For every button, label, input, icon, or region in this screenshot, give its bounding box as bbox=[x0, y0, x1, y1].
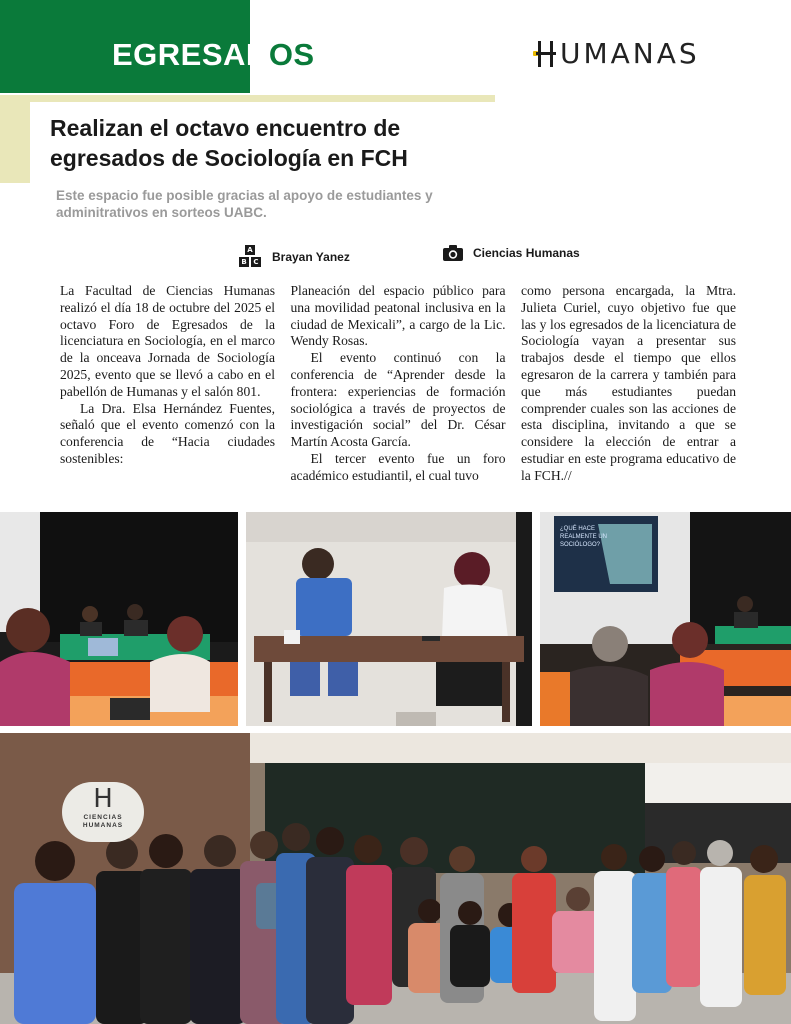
article-column-2 bbox=[291, 283, 506, 485]
photo-credit bbox=[443, 245, 580, 261]
author-credit bbox=[238, 245, 350, 269]
photo-panel-audience bbox=[0, 512, 238, 726]
author-name: Brayan Yanez bbox=[272, 250, 350, 264]
headline-frame bbox=[0, 95, 495, 183]
paragraph: La Facultad de Ciencias Humanas realizó el día 18 de octubre del 2025 el octavo Foro de Egresados de la licenciatura en Sociología, en el marco de la onceava Jornada de Sociología 2025, evento que se llevó a cabo en el pabellón de Humanas y el salón 801. bbox=[60, 283, 275, 399]
article-headline bbox=[50, 113, 408, 173]
section-title-tail: OS bbox=[268, 37, 315, 72]
paragraph: El tercer evento fue un foro académico estudiantil, el cual tuvo bbox=[290, 450, 506, 483]
screen-text-line-1: ¿QUÉ HACE bbox=[560, 526, 596, 532]
paragraph: El evento continuó con la conferencia de “Aprender desde la frontera: experiencias de formación sociológica a través de proyectos de investigación social” del Dr. César Martín Acosta García. bbox=[290, 350, 506, 450]
headline-box bbox=[30, 102, 495, 183]
ciencias-humanas-sign bbox=[62, 782, 144, 842]
screen-text-line-2: REALMENTE UN bbox=[560, 534, 608, 540]
article-subtitle: Este espacio fue posible gracias al apoyo de estudiantes y adminitrativos en sorteos UABC. bbox=[56, 188, 433, 220]
article-body bbox=[60, 283, 736, 485]
section-title bbox=[112, 38, 315, 72]
headline-line-2: egresados de Sociología en FCH bbox=[50, 145, 408, 171]
humanas-logo-text: UMANAS bbox=[560, 37, 700, 70]
photo-speakers-table bbox=[246, 512, 532, 726]
article-column-1 bbox=[60, 283, 275, 485]
photo-presentation-room bbox=[540, 512, 791, 726]
sign-logo-mark: H bbox=[93, 784, 113, 814]
screen-text-line-3: SOCIÓLOGO? bbox=[560, 542, 601, 548]
camera-icon bbox=[443, 245, 463, 261]
photo-credit-name: Ciencias Humanas bbox=[473, 246, 580, 260]
paragraph: Planeación del espacio público para una movilidad peatonal inclusiva en la ciudad de Mexicali”, a cargo de la Lic. Wendy Rosas. bbox=[290, 283, 506, 349]
paragraph: La Dra. Elsa Hernández Fuentes, señaló que el evento comenzó con la conferencia de “Hacia ciudades sostenibles: bbox=[60, 400, 275, 466]
headline-line-1: Realizan el octavo encuentro de bbox=[50, 115, 401, 141]
humanas-logo-mark bbox=[536, 41, 556, 67]
humanas-logo bbox=[536, 37, 700, 70]
abc-blocks-icon: A B C bbox=[238, 245, 262, 269]
section-title-head: EGRESAD bbox=[112, 37, 269, 72]
photo-group bbox=[0, 733, 791, 1024]
paragraph: como persona encargada, la Mtra. Julieta Curiel, cuyo objetivo fue que las y los egresados de la licenciatura de Sociología vayan a presentar sus trabajos desde el tiempo que ellos egresaron de la carrera y también para que más estudiantes puedan comprender cuales son las acciones de esta disciplina, invitando a que se considere la elección de entrar a estudiar en este programa educativo de la FCH.// bbox=[521, 283, 736, 483]
article-column-3 bbox=[521, 283, 736, 485]
sign-text: CIENCIAS HUMANAS bbox=[82, 814, 124, 829]
